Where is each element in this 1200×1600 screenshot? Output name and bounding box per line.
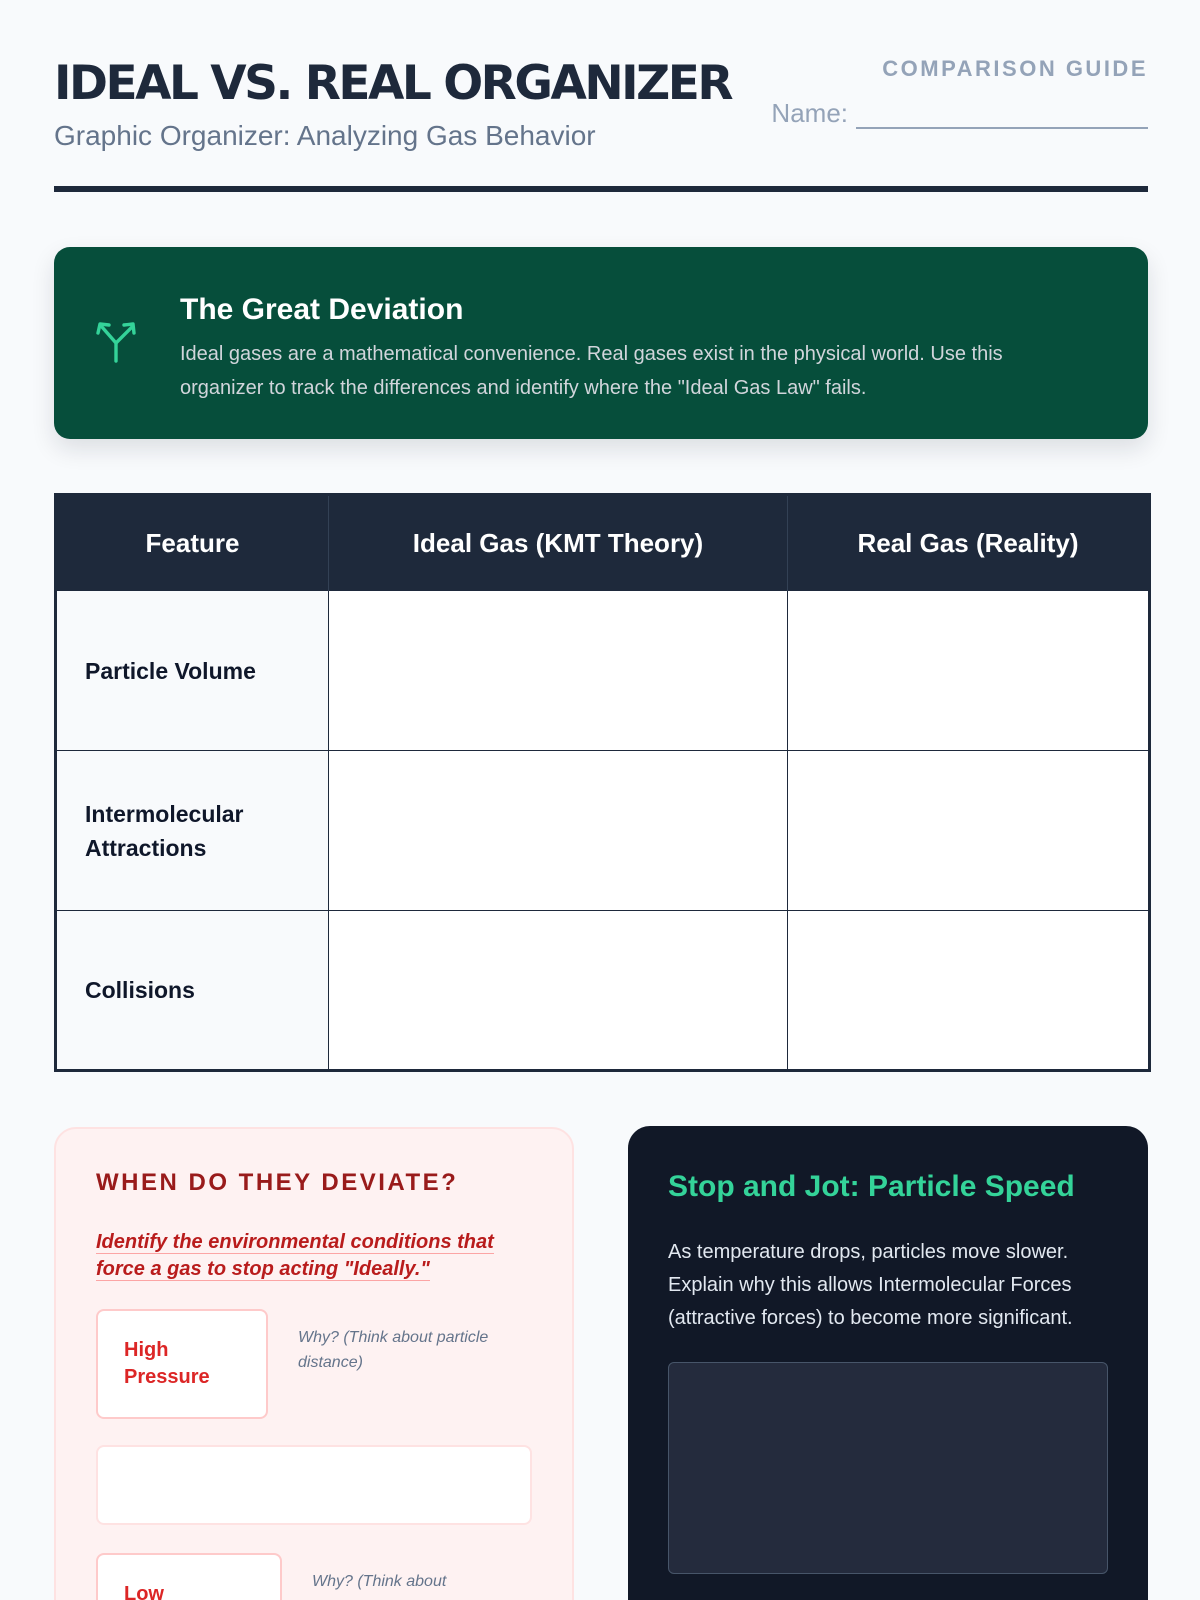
great-deviation-callout xyxy=(54,247,1148,439)
real-answer-cell[interactable] xyxy=(788,911,1150,1071)
condition-hint: Why? (Think about particle distance) xyxy=(298,1329,489,1371)
split-arrow-icon xyxy=(94,317,140,367)
page-title: IDEAL VS. REAL ORGANIZER xyxy=(54,56,732,111)
name-input-line[interactable] xyxy=(856,103,1148,129)
comparison-guide-label: COMPARISON GUIDE xyxy=(882,56,1148,81)
high-pressure-answer-box[interactable] xyxy=(96,1445,532,1525)
feature-cell: Particle Volume xyxy=(56,591,329,751)
table-row xyxy=(56,911,1150,1071)
column-header-real-gas: Real Gas (Reality) xyxy=(788,495,1150,591)
deviate-title: WHEN DO THEY DEVIATE? xyxy=(96,1169,459,1196)
ideal-answer-cell[interactable] xyxy=(329,911,788,1071)
deviate-prompt xyxy=(96,1229,526,1283)
stop-and-jot-panel xyxy=(628,1126,1148,1600)
column-header-ideal-gas: Ideal Gas (KMT Theory) xyxy=(329,495,788,591)
header-divider xyxy=(54,186,1148,192)
condition-high-pressure: High Pressure xyxy=(96,1309,268,1419)
jot-prompt: As temperature drops, particles move slower. Explain why this allows Intermolecular Forces (attractive forces) to become more significant. xyxy=(668,1241,1073,1329)
jot-answer-box[interactable] xyxy=(668,1362,1108,1574)
condition-low: Low xyxy=(96,1553,282,1600)
callout-title: The Great Deviation xyxy=(180,293,464,326)
header xyxy=(54,40,1148,194)
ideal-answer-cell[interactable] xyxy=(329,751,788,911)
table-row xyxy=(56,591,1150,751)
deviate-prompt-text: Identify the environmental conditions that force a gas to stop acting "Ideally." xyxy=(96,1231,494,1280)
deviation-conditions-panel xyxy=(54,1127,574,1600)
comparison-table xyxy=(54,493,1151,1072)
real-answer-cell[interactable] xyxy=(788,591,1150,751)
feature-cell: Collisions xyxy=(56,911,329,1071)
callout-text: Ideal gases are a mathematical convenience. Real gases exist in the physical world. Use this organizer to track the differences and identify where the "Ideal Gas Law" fails. xyxy=(180,343,1003,399)
real-answer-cell[interactable] xyxy=(788,751,1150,911)
name-label: Name: xyxy=(771,98,848,128)
page-subtitle: Graphic Organizer: Analyzing Gas Behavior xyxy=(54,120,596,151)
feature-cell: Intermolecular Attractions xyxy=(56,751,329,911)
table-row xyxy=(56,751,1150,911)
ideal-answer-cell[interactable] xyxy=(329,591,788,751)
column-header-feature: Feature xyxy=(56,495,329,591)
condition-hint: Why? (Think about xyxy=(312,1573,447,1590)
name-field-row xyxy=(771,98,1148,129)
table-header-row xyxy=(56,495,1150,591)
jot-title: Stop and Jot: Particle Speed xyxy=(668,1170,1075,1203)
